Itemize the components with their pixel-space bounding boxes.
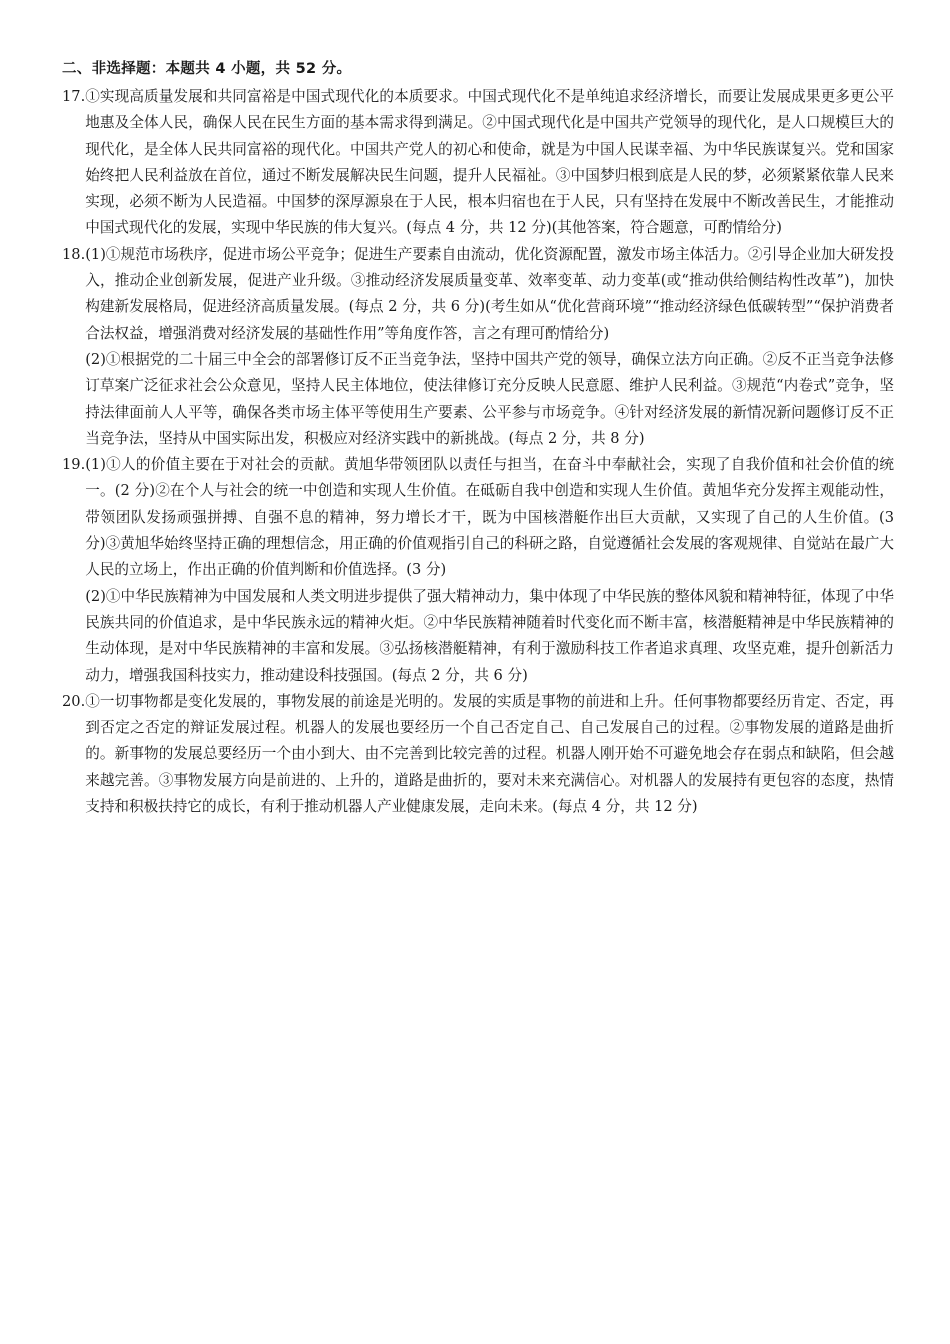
- question-17: [62, 84, 894, 242]
- question-body: [59, 84, 894, 242]
- question-18: [62, 242, 894, 452]
- question-body: [59, 452, 894, 689]
- answer-paragraph: ①一切事物都是变化发展的，事物发展的前途是光明的。发展的实质是事物的前进和上升。任何事物都要经历肯定、否定，再到否定之否定的辩证发展过程。机器人的发展也要经历一个自己否定自己、自己发展自己的过程。②事物发展的道路是曲折的。新事物的发展总要经历一个由小到大、由不完善到比较完善的过程。机器人刚开始不可避免地会存在弱点和缺陷，但会越来越完善。③事物发展方向是前进的、上升的，道路是曲折的，要对未来充满信心。对机器人的发展持有更包容的态度，热情支持和积极扶持它的成长，有利于推动机器人产业健康发展，走向未来。(每点 4 分，共 12 分): [85, 692, 894, 816]
- answer-paragraph-part-1: (1)①规范市场秩序，促进市场公平竞争；促进生产要素自由流动，优化资源配置，激发市场主体活力。②引导企业加大研发投入，推动企业创新发展，促进产业升级。③推动经济发展质量变革、效率变革、动力变革(或“推动供给侧结构性改革”)，加快构建新发展格局，促进经济高质量发展。(每点 2 分，共 6 分)(考生如从“优化营商环境”“推动经济绿色低碳转型”“保护消费者合法权益，增强消费对经济发展的基础性作用”等角度作答，言之有理可酌情给分): [85, 245, 894, 342]
- question-20: [62, 689, 894, 820]
- question-number: 18.: [62, 245, 86, 263]
- answer-paragraph-part-2: (2)①中华民族精神为中国发展和人类文明进步提供了强大精神动力，集中体现了中华民族的整体风貌和精神特征，体现了中华民族共同的价值追求，是中华民族永远的精神火炬。②中华民族精神随着时代变化而不断丰富，核潜艇精神是中华民族精神的生动体现，是对中华民族精神的丰富和发展。③弘扬核潜艇精神，有利于激励科技工作者追求真理、攻坚克难，提升创新活力动力，增强我国科技实力，推动建设科技强国。(每点 2 分，共 6 分): [85, 587, 894, 684]
- answer-paragraph-part-2: (2)①根据党的二十届三中全会的部署修订反不正当竞争法，坚持中国共产党的领导，确保立法方向正确。②反不正当竞争法修订草案广泛征求社会公众意见，坚持人民主体地位，使法律修订充分反映人民意愿、维护人民利益。③规范“内卷式”竞争，坚持法律面前人人平等，确保各类市场主体平等使用生产要素、公平参与市场竞争。④针对经济发展的新情况新问题修订反不正当竞争法，坚持从中国实际出发，积极应对经济实践中的新挑战。(每点 2 分，共 8 分): [85, 350, 894, 447]
- question-number: 20.: [62, 692, 86, 710]
- question-number: 19.: [62, 456, 86, 474]
- answer-page: [62, 56, 894, 820]
- answer-paragraph-part-1: (1)①人的价值主要在于对社会的贡献。黄旭华带领团队以责任与担当，在奋斗中奉献社会，实现了自我价值和社会价值的统一。(2 分)②在个人与社会的统一中创造和实现人生价值。在砥砺自我中创造和实现人生价值。黄旭华充分发挥主观能动性，带领团队发扬顽强拼搏、自强不息的精神，努力增长才干，既为中国核潜艇作出巨大贡献，又实现了自己的人生价值。(3 分)③黄旭华始终坚持正确的理想信念，用正确的价值观指引自己的科研之路，自觉遵循社会发展的客观规律、自觉站在最广大人民的立场上，作出正确的价值判断和价值选择。(3 分): [85, 456, 894, 579]
- question-body: [59, 689, 894, 820]
- question-number: 17.: [62, 88, 86, 105]
- question-19: [62, 452, 894, 689]
- question-body: [59, 242, 894, 452]
- section-title: 二、非选择题：本题共 4 小题，共 52 分。: [62, 61, 352, 77]
- answer-paragraph: ①实现高质量发展和共同富裕是中国式现代化的本质要求。中国式现代化不是单纯追求经济增长，而要让发展成果更多更公平地惠及全体人民，确保人民在民生方面的基本需求得到满足。②中国式现代化是中国共产党领导的现代化，是人口规模巨大的现代化，是全体人民共同富裕的现代化。中国共产党人的初心和使命，就是为中国人民谋幸福、为中华民族谋复兴。党和国家始终把人民利益放在首位，通过不断发展解决民生问题，提升人民福祉。③中国梦归根到底是人民的梦，必须紧紧依靠人民来实现，必须不断为人民造福。中国梦的深厚源泉在于人民，根本归宿也在于人民，只有坚持在发展中不断改善民生，才能推动中国式现代化的发展，实现中华民族的伟大复兴。(每点 4 分，共 12 分)(其他答案，符合题意，可酌情给分): [85, 88, 894, 237]
